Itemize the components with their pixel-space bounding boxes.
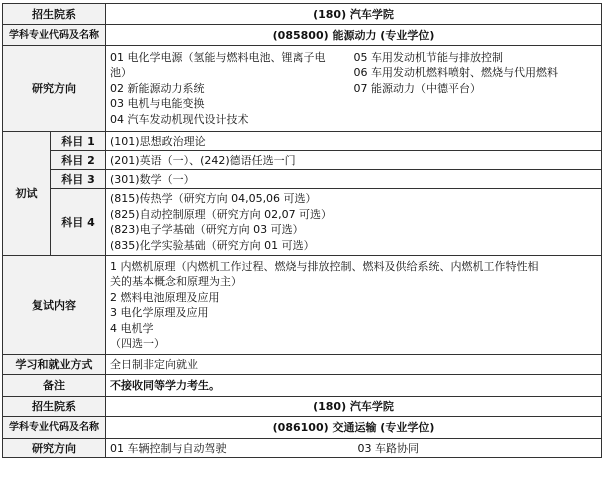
initial-exam-label: 初试 xyxy=(3,132,51,256)
note-row xyxy=(3,375,602,397)
retest-row xyxy=(3,256,602,355)
research-item: 07 能源动力（中德平台） xyxy=(353,81,482,95)
study-row xyxy=(3,355,602,375)
college-row xyxy=(3,397,602,417)
subject-option: (823)电子学基础（研究方向 03 可选） xyxy=(110,223,304,236)
major-label: 学科专业代码及名称 xyxy=(3,417,106,439)
major-row xyxy=(3,417,602,439)
major-value: (086100) 交通运输 (专业学位) xyxy=(106,417,602,439)
retest-item: 4 电机学 xyxy=(110,321,154,335)
subject-label: 科目 1 xyxy=(51,132,106,151)
retest-item: 2 燃料电池原理及应用 xyxy=(110,290,220,304)
retest-cell xyxy=(106,256,602,355)
research-item: 01 电化学电源（氢能与燃料电池、锂离子电 xyxy=(110,50,326,64)
research-item: 02 新能源动力系统 xyxy=(110,81,205,95)
research-item: 03 车路协同 xyxy=(354,439,602,458)
research-item: 05 车用发动机节能与排放控制 xyxy=(353,50,504,64)
college-label: 招生院系 xyxy=(3,397,106,417)
admission-table xyxy=(2,3,602,458)
subject-row xyxy=(3,189,602,256)
subject-option: (825)自动控制原理（研究方向 02,07 可选） xyxy=(110,207,333,221)
subject-row xyxy=(3,151,602,170)
retest-item: 3 电化学原理及应用 xyxy=(110,306,209,319)
research-right-list xyxy=(354,50,598,128)
research-item: 池） xyxy=(110,66,132,80)
major-label: 学科专业代码及名称 xyxy=(3,25,106,46)
subject-label: 科目 3 xyxy=(51,170,106,189)
retest-item: （四选一） xyxy=(110,337,165,350)
study-label: 学习和就业方式 xyxy=(3,355,106,375)
research-row xyxy=(3,439,602,458)
research-label: 研究方向 xyxy=(3,46,106,132)
subject-value: (301)数学（一） xyxy=(106,170,602,189)
research-left-list xyxy=(110,50,354,128)
subject-option: (835)化学实验基础（研究方向 01 可选） xyxy=(110,238,315,252)
college-row xyxy=(3,4,602,25)
note-value: 不接收同等学力考生。 xyxy=(106,375,602,397)
subject-value: (101)思想政治理论 xyxy=(106,132,602,151)
subject-row xyxy=(3,170,602,189)
research-item: 03 电机与电能变换 xyxy=(110,97,205,111)
college-value: (180) 汽车学院 xyxy=(106,4,602,25)
retest-item: 关的基本概念和原理为主） xyxy=(110,275,242,288)
research-item: 04 汽车发动机现代设计技术 xyxy=(110,112,249,126)
subject-label: 科目 2 xyxy=(51,151,106,170)
subject-row xyxy=(3,132,602,151)
college-label: 招生院系 xyxy=(3,4,106,25)
subject-label: 科目 4 xyxy=(51,189,106,256)
retest-label: 复试内容 xyxy=(3,256,106,355)
research-cell xyxy=(106,46,602,132)
research-label: 研究方向 xyxy=(3,439,106,458)
college-value: (180) 汽车学院 xyxy=(106,397,602,417)
subject-value xyxy=(106,189,602,256)
major-row xyxy=(3,25,602,46)
retest-item: 1 内燃机原理（内燃机工作过程、燃烧与排放控制、燃料及供给系统、内燃机工作特性相 xyxy=(110,259,539,273)
note-label: 备注 xyxy=(3,375,106,397)
study-value: 全日制非定向就业 xyxy=(106,355,602,375)
subject-option: (815)传热学（研究方向 04,05,06 可选） xyxy=(110,192,317,205)
major-value: (085800) 能源动力 (专业学位) xyxy=(106,25,602,46)
research-item: 06 车用发动机燃料喷射、燃烧与代用燃料 xyxy=(353,66,559,80)
research-row xyxy=(3,46,602,132)
research-item: 01 车辆控制与自动驾驶 xyxy=(106,439,354,458)
subject-value: (201)英语（一）、(242)德语任选一门 xyxy=(106,151,602,170)
